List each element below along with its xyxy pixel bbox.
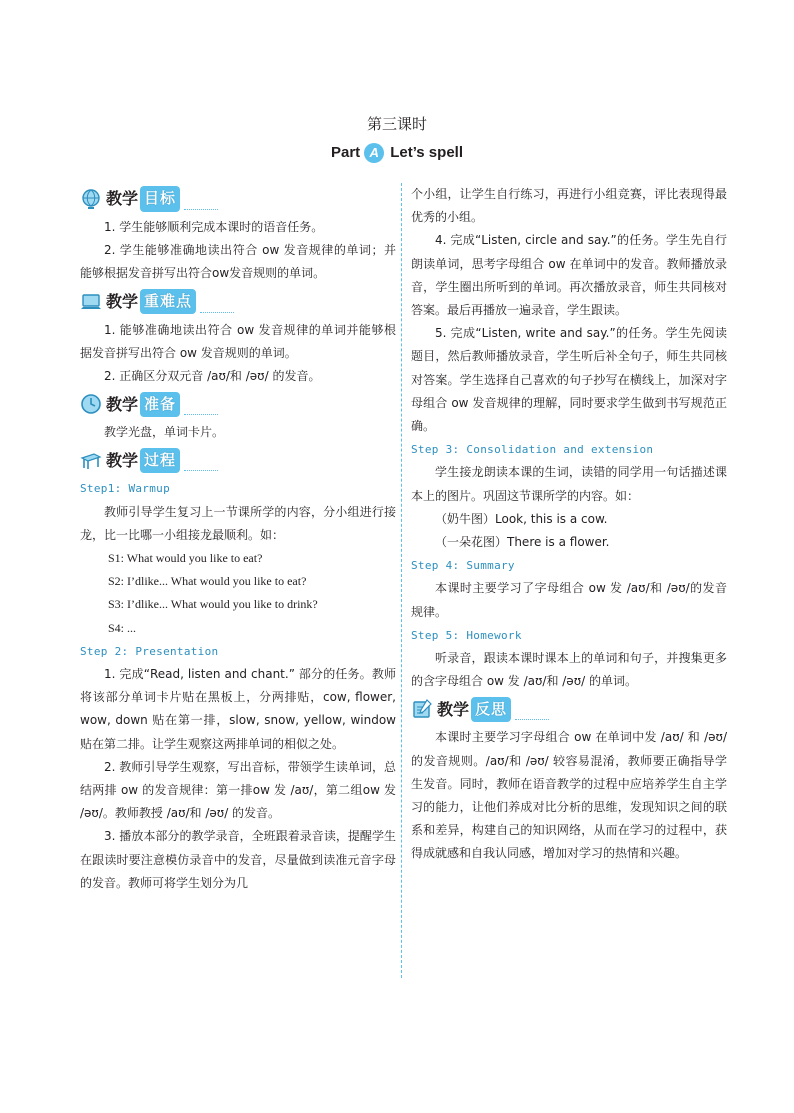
heading-sub: 准备 xyxy=(140,392,180,417)
heading-main: 教学 xyxy=(106,292,139,311)
step2-title: Step 2: Presentation xyxy=(80,644,219,658)
key-point-item: 1. 能够准确地读出符合 ow 发音规律的单词并能够根据发音拼写出符合 ow 发音规则的单词。 xyxy=(80,322,396,360)
step4-title: Step 4: Summary xyxy=(411,559,515,573)
dialogue-line: S3: I’dlike... What would you like to drink? xyxy=(108,597,318,612)
section-heading-process xyxy=(80,445,396,475)
step2-item: 4. 完成“Listen, circle and say.”的任务。学生先自行朗读单词，思考字母组合 ow 在单词中的发音。教师播放录音，学生圈出所听到的单词。再次播放录音，师生共同核对答案。最后再播放一遍录音，学生跟读。 xyxy=(411,233,727,318)
notebook-icon xyxy=(411,698,433,720)
right-column xyxy=(411,183,727,866)
objective-item: 2. 学生能够准确地读出符合 ow 发音规律的单词；并能够根据发音拼写出符合ow发音规则的单词。 xyxy=(80,243,396,281)
key-point-item: 2. 正确区分双元音 /aʊ/和 /əʊ/ 的发音。 xyxy=(104,369,321,384)
part-heading xyxy=(0,143,794,163)
laptop-icon xyxy=(80,291,102,313)
dialogue-line: S1: What would you like to eat? xyxy=(108,551,263,566)
step3-example: （奶牛图）Look, this is a cow. xyxy=(435,511,608,526)
heading-dots xyxy=(515,709,549,720)
heading-sub: 过程 xyxy=(140,448,180,473)
step2-item: 2. 教师引导学生观察，写出音标，带领学生读单词，总结两排 ow 的发音规律：第一排ow 发 /aʊ/，第二组ow 发 /əʊ/。教师教授 /aʊ/和 /əʊ/ 的发音。 xyxy=(80,759,396,821)
left-column xyxy=(80,183,396,895)
desk-icon xyxy=(80,449,102,471)
heading-main: 教学 xyxy=(106,394,139,414)
heading-dots xyxy=(184,404,218,415)
part-name: Let’s spell xyxy=(390,143,463,161)
dialogue-line: S2: I’dlike... What would you like to eat? xyxy=(108,574,307,589)
step2-item: 3. 播放本部分的教学录音，全班跟着录音读，提醒学生在跟读时要注意模仿录音中的发音，尽量做到读准元音字母的发音。教师可将学生划分为几 xyxy=(80,829,396,890)
step5-text: 听录音，跟读本课时课本上的单词和句子，并搜集更多的含字母组合 ow 发 /aʊ/和 /əʊ/ 的单词。 xyxy=(411,651,727,689)
page-title: 第三课时 xyxy=(366,115,427,133)
section-heading-objectives xyxy=(80,184,396,214)
column-divider xyxy=(401,183,402,978)
heading-dots xyxy=(184,460,218,471)
step4-text: 本课时主要学习了字母组合 ow 发 /aʊ/和 /əʊ/的发音规律。 xyxy=(411,581,727,619)
clock-icon xyxy=(80,393,102,415)
section-heading-key-points xyxy=(80,287,396,317)
objective-item: 1. 学生能够顺利完成本课时的语音任务。 xyxy=(104,220,324,234)
heading-sub: 重难点 xyxy=(140,289,196,314)
section-heading-preparation xyxy=(80,389,396,419)
heading-sub: 目标 xyxy=(140,186,180,211)
step3-example: （一朵花图）There is a flower. xyxy=(435,535,610,550)
globe-icon xyxy=(80,188,102,210)
part-letter-badge: A xyxy=(364,143,384,163)
reflection-text: 本课时主要学习字母组合 ow 在单词中发 /aʊ/ 和 /əʊ/ 的发音规则。/aʊ/和 /əʊ/ 较容易混淆，教师要正确指导学生发音。同时，教师在语音教学的过程中应培养学生自主学习的能力，让他们养成对比分析的思维，发现知识之间的联系和差异，构建自己的知识网络，从而在学习的过程中，获得成就感和自我认同感，增加对学习的热情和兴趣。 xyxy=(411,730,727,861)
heading-dots xyxy=(200,302,234,313)
heading-dots xyxy=(184,199,218,210)
step5-title: Step 5: Homework xyxy=(411,628,522,642)
step2-continuation: 个小组，让学生自行练习，再进行小组竞赛，评比表现得最优秀的小组。 xyxy=(411,187,727,225)
heading-sub: 反思 xyxy=(471,697,511,722)
heading-main: 教学 xyxy=(106,450,139,470)
heading-main: 教学 xyxy=(106,189,139,209)
step2-item: 1. 完成“Read, listen and chant.” 部分的任务。教师将该部分单词卡片贴在黑板上，分两排贴，cow, flower, wow, down 贴在第一排，slow, snow, yellow, window贴在第二排。让学生观察这两排单词的相似之处。 xyxy=(80,667,396,751)
heading-main: 教学 xyxy=(437,699,470,719)
step2-item: 5. 完成“Listen, write and say.”的任务。学生先阅读题目，然后教师播放录音，学生听后补全句子，师生共同核对答案。学生选择自己喜欢的句子抄写在横线上，加深对字母组合 ow 发音规律的理解，同时要求学生做到书写规范正确。 xyxy=(411,326,727,434)
part-prefix: Part xyxy=(331,143,361,161)
step1-title: Step1: Warmup xyxy=(80,482,170,496)
dialogue-line: S4: ... xyxy=(108,620,137,635)
preparation-text: 教学光盘，单词卡片。 xyxy=(104,425,225,440)
step3-text: 学生接龙朗读本课的生词，读错的同学用一句话描述课本上的图片。巩固这节课所学的内容。如： xyxy=(411,465,727,503)
step1-text: 教师引导学生复习上一节课所学的内容，分小组进行接龙，比一比哪一小组接龙最顺利。如： xyxy=(80,504,396,542)
section-heading-reflection xyxy=(411,694,727,724)
step3-title: Step 3: Consolidation and extension xyxy=(411,443,654,457)
